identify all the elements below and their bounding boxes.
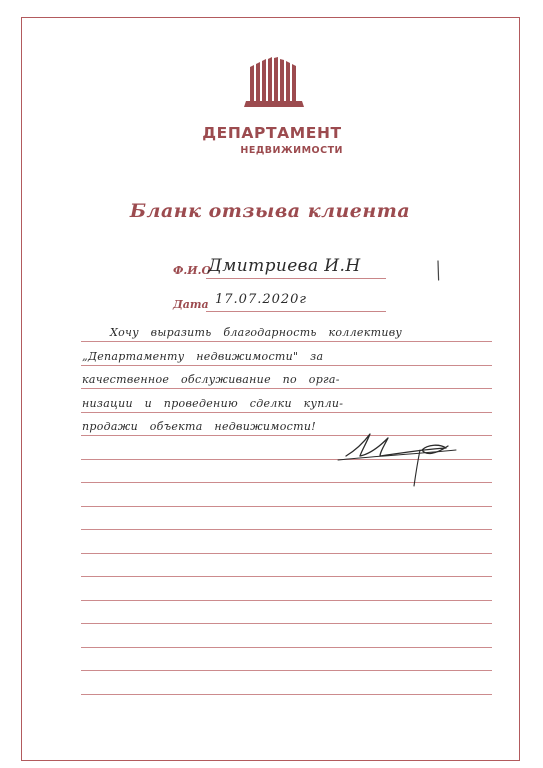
form-title: Бланк отзыва клиента	[129, 200, 411, 222]
ruled-line	[81, 529, 492, 530]
date-field-line	[206, 311, 386, 312]
ruled-line	[81, 412, 492, 413]
date-value: 17.07.2020г	[215, 292, 308, 307]
ruled-line	[81, 506, 492, 507]
feedback-text-line: низации и проведению сделки купли-	[82, 397, 344, 410]
ruled-line	[81, 670, 492, 671]
feedback-text-line: „Департаменту недвижимости" за	[82, 350, 324, 363]
ruled-line	[81, 553, 492, 554]
brand-name: ДЕПАРТАМЕНТ	[202, 124, 342, 142]
feedback-text-line: продажи объекта недвижимости!	[82, 420, 316, 433]
ruled-line	[81, 388, 492, 389]
ruled-line	[81, 600, 492, 601]
ruled-line	[81, 365, 492, 366]
pen-mark-icon	[434, 260, 442, 282]
ruled-line	[81, 623, 492, 624]
feedback-text-line: Хочу выразить благодарность коллективу	[110, 326, 403, 339]
feedback-text-line: качественное обслуживание по орга-	[82, 373, 340, 386]
ruled-line	[81, 647, 492, 648]
ruled-line	[81, 694, 492, 695]
buildings-logo-icon	[244, 55, 304, 107]
handwritten-signature	[336, 420, 466, 490]
fio-field-line	[206, 278, 386, 279]
brand-subtitle: НЕДВИЖИМОСТИ	[240, 145, 343, 156]
date-label: Дата	[173, 298, 209, 311]
ruled-line	[81, 576, 492, 577]
fio-label: Ф.И.О	[173, 264, 212, 277]
ruled-line	[81, 341, 492, 342]
fio-value: Дмитриева И.Н	[208, 256, 361, 276]
